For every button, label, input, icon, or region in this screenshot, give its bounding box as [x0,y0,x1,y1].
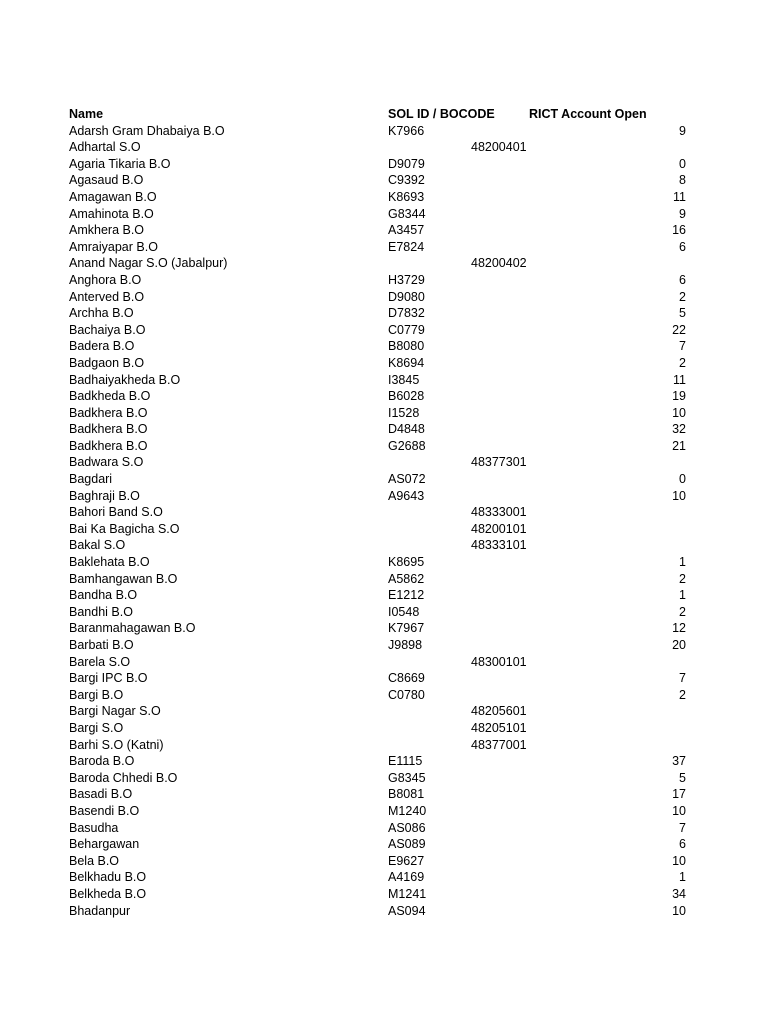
cell-name: Badkhera B.O [69,438,148,453]
cell-name: Bai Ka Bagicha S.O [69,521,180,536]
cell-rict-count: 11 [673,189,686,204]
cell-name: Bakal S.O [69,538,126,553]
cell-rict-count: 22 [672,322,686,337]
cell-sol-id: E9627 [388,853,425,868]
table-row [0,206,768,223]
cell-sol-id: B8081 [388,787,425,802]
cell-sol-id: A5862 [388,571,425,586]
cell-name: Amahinota B.O [69,206,154,221]
cell-sol-id: C0779 [388,322,425,337]
table-row [0,720,768,737]
cell-rict-count: 1 [679,555,686,570]
cell-name: Badkheda B.O [69,389,151,404]
cell-sol-id: AS072 [388,472,426,487]
cell-sol-id: B8080 [388,339,425,354]
cell-rict-count: 0 [679,472,686,487]
cell-rict-count: 8 [679,173,686,188]
table-row [0,372,768,389]
table-row [0,670,768,687]
table-row [0,770,768,787]
cell-name: Bamhangawan B.O [69,571,178,586]
cell-rict-count: 21 [672,438,686,453]
cell-rict-count: 10 [672,405,686,420]
table-row [0,289,768,306]
cell-sol-id: K7967 [388,621,425,636]
cell-sol-id: AS086 [388,820,426,835]
table-row [0,139,768,156]
table-row [0,537,768,554]
cell-sol-id: J9898 [388,638,423,652]
cell-name: Bagdari [69,472,113,487]
cell-rict-count: 2 [679,604,686,619]
table-body [0,123,768,920]
table-row [0,454,768,471]
cell-name: Bahori Band S.O [69,505,163,520]
column-header-rict: RICT Account Open [529,107,647,121]
cell-rict-count: 2 [679,355,686,370]
cell-name: Baklehata B.O [69,555,150,570]
cell-name: Bargi S.O [69,720,124,735]
table-row [0,869,768,886]
cell-bocode: 48377001 [471,737,527,752]
cell-name: Baranmahagawan B.O [69,621,196,636]
cell-name: Belkhadu B.O [69,870,147,885]
table-row [0,637,768,654]
header-row [0,106,768,123]
cell-sol-id: AS094 [388,903,426,918]
table-row [0,438,768,455]
column-header-sol-bocode: SOL ID / BOCODE [388,107,495,121]
cell-name: Baghraji B.O [69,488,140,503]
cell-sol-id: C0780 [388,687,425,702]
table-row [0,886,768,903]
cell-name: Barela S.O [69,654,131,669]
table-row [0,189,768,206]
cell-name: Barhi S.O (Katni) [69,737,164,752]
cell-sol-id: M1241 [388,886,427,901]
table-row [0,405,768,422]
cell-name: Badkhera B.O [69,422,148,437]
cell-bocode: 48205601 [471,704,527,719]
cell-sol-id: C9392 [388,173,425,188]
cell-name: Bargi Nagar S.O [69,704,161,719]
cell-rict-count: 6 [679,239,686,254]
cell-name: Amagawan B.O [69,189,157,204]
table-row [0,322,768,339]
cell-name: Baroda Chhedi B.O [69,770,178,785]
cell-rict-count: 32 [672,422,686,437]
cell-name: Bachaiya B.O [69,322,146,337]
cell-sol-id: AS089 [388,837,426,852]
table-row [0,803,768,820]
table-row [0,836,768,853]
table-row [0,620,768,637]
cell-sol-id: D4848 [388,422,425,437]
cell-sol-id: G8344 [388,206,426,221]
cell-sol-id: G2688 [388,438,426,453]
cell-sol-id: K8693 [388,189,425,204]
cell-sol-id: E1212 [388,588,425,603]
cell-name: Badkhera B.O [69,405,148,420]
cell-name: Bargi B.O [69,687,124,702]
cell-rict-count: 19 [672,389,686,404]
table-row [0,504,768,521]
table-row [0,255,768,272]
cell-name: Bargi IPC B.O [69,671,148,686]
table-row [0,488,768,505]
cell-sol-id: K7966 [388,123,425,138]
cell-rict-count: 1 [679,870,686,885]
table-row [0,156,768,173]
cell-name: Belkheda B.O [69,886,147,901]
cell-sol-id: B6028 [388,389,425,404]
table-row [0,571,768,588]
cell-bocode: 48205101 [471,720,527,735]
cell-bocode: 48300101 [471,654,527,669]
table-row [0,421,768,438]
cell-name: Badwara S.O [69,455,144,470]
cell-rict-count: 5 [679,306,686,321]
table-row [0,587,768,604]
table-row [0,239,768,256]
table-row [0,471,768,488]
cell-name: Basadi B.O [69,787,133,802]
cell-rict-count: 11 [673,372,686,387]
cell-sol-id: I1528 [388,405,420,420]
table-row [0,355,768,372]
cell-rict-count: 2 [679,687,686,702]
cell-rict-count: 5 [679,770,686,785]
cell-rict-count: 34 [672,886,686,901]
cell-sol-id: K8695 [388,555,425,570]
cell-sol-id: A3457 [388,223,425,238]
cell-name: Basendi B.O [69,803,140,818]
table-row [0,305,768,322]
cell-sol-id: D9080 [388,289,425,304]
cell-name: Bela B.O [69,853,120,868]
table-row [0,604,768,621]
cell-bocode: 48333001 [471,505,527,520]
cell-name: Amkhera B.O [69,223,145,238]
table-row [0,521,768,538]
cell-sol-id: C8669 [388,671,425,686]
cell-name: Adhartal S.O [69,140,141,155]
cell-bocode: 48200101 [471,521,527,536]
cell-name: Bandha B.O [69,588,138,603]
table-row [0,753,768,770]
cell-name: Amraiyapar B.O [69,239,158,254]
cell-rict-count: 20 [672,638,686,652]
cell-name: Anghora B.O [69,272,142,287]
table-row [0,388,768,405]
cell-name: Archha B.O [69,306,134,321]
cell-bocode: 48200401 [471,140,527,155]
cell-sol-id: I3845 [388,372,420,387]
cell-rict-count: 2 [679,571,686,586]
cell-rict-count: 10 [672,853,686,868]
cell-sol-id: I0548 [388,604,420,619]
table-row [0,786,768,803]
cell-rict-count: 37 [672,754,686,769]
data-table [0,106,768,919]
column-header-name: Name [69,107,104,121]
table-row [0,272,768,289]
cell-name: Badera B.O [69,339,135,354]
cell-rict-count: 10 [672,903,686,918]
cell-rict-count: 7 [679,671,686,686]
cell-name: Basudha [69,820,119,835]
cell-rict-count: 6 [679,272,686,287]
table-row [0,172,768,189]
cell-sol-id: E1115 [388,754,423,769]
cell-rict-count: 10 [672,803,686,818]
table-row [0,737,768,754]
cell-rict-count: 2 [679,289,686,304]
cell-rict-count: 10 [672,488,686,503]
table-row [0,222,768,239]
cell-bocode: 48333101 [471,538,527,553]
cell-rict-count: 6 [679,837,686,852]
cell-sol-id: K8694 [388,355,425,370]
cell-name: Bandhi B.O [69,604,133,619]
cell-bocode: 48200402 [471,256,527,271]
cell-name: Badgaon B.O [69,355,145,370]
cell-bocode: 48377301 [471,455,527,470]
cell-rict-count: 1 [679,588,686,603]
cell-name: Behargawan [69,837,140,852]
cell-rict-count: 9 [679,206,686,221]
cell-sol-id: D9079 [388,156,425,171]
cell-name: Agaria Tikaria B.O [69,156,171,171]
cell-rict-count: 0 [679,156,686,171]
cell-name: Bhadanpur [69,903,131,918]
cell-sol-id: A9643 [388,488,425,503]
cell-name: Baroda B.O [69,754,135,769]
cell-rict-count: 7 [679,820,686,835]
table-row [0,687,768,704]
cell-name: Adarsh Gram Dhabaiya B.O [69,123,225,138]
table-row [0,820,768,837]
cell-sol-id: D7832 [388,306,425,321]
table-row [0,654,768,671]
table-row [0,123,768,140]
cell-sol-id: A4169 [388,870,425,885]
table-row [0,703,768,720]
table-row [0,903,768,920]
cell-rict-count: 9 [679,123,686,138]
cell-rict-count: 16 [672,223,686,238]
cell-name: Anterved B.O [69,289,145,304]
cell-sol-id: H3729 [388,272,425,287]
table-row [0,853,768,870]
cell-rict-count: 12 [672,621,686,636]
cell-rict-count: 17 [672,787,686,802]
cell-name: Badhaiyakheda B.O [69,372,181,387]
cell-rict-count: 7 [679,339,686,354]
cell-name: Agasaud B.O [69,173,144,188]
table-row [0,338,768,355]
cell-sol-id: E7824 [388,239,425,254]
cell-sol-id: G8345 [388,770,426,785]
cell-name: Anand Nagar S.O (Jabalpur) [69,256,228,271]
cell-sol-id: M1240 [388,803,427,818]
cell-name: Barbati B.O [69,638,134,652]
table-row [0,554,768,571]
